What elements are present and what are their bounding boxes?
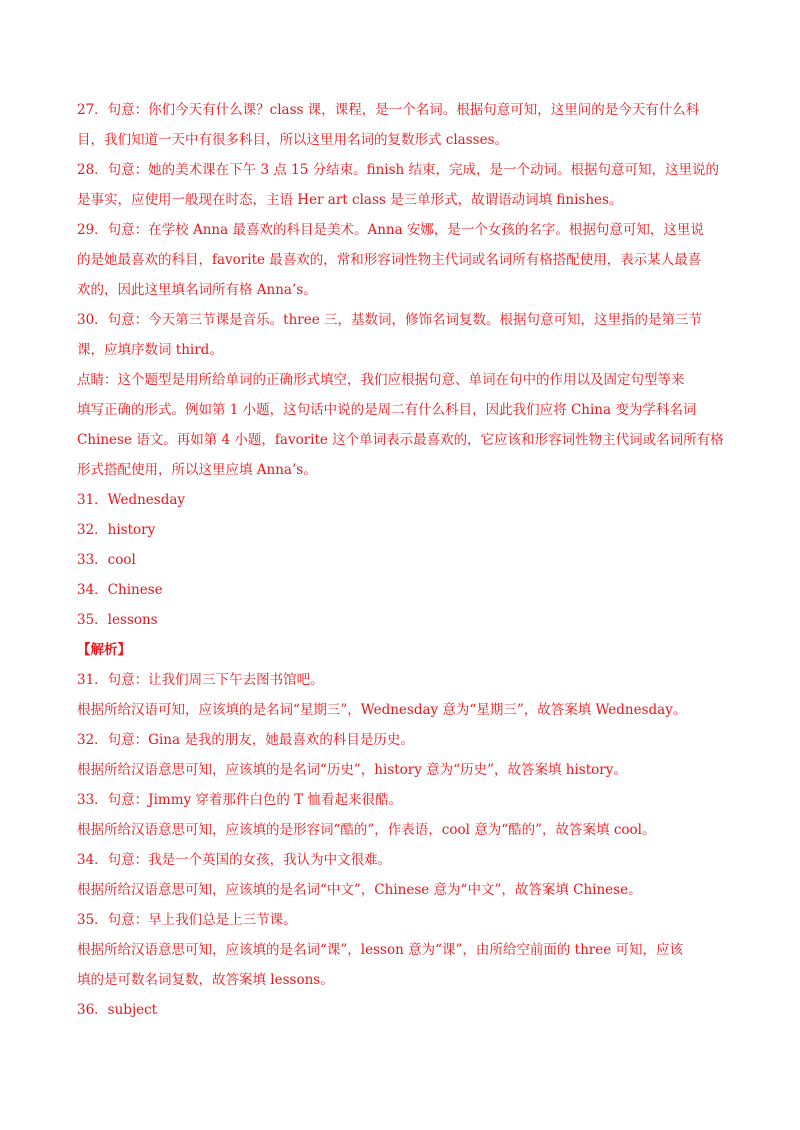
analysis-heading: 【解析】 bbox=[77, 642, 131, 658]
q29-line-1: 29．句意：在学校 Anna 最喜欢的科目是美术。Anna 安娜，是一个女孩的名字。根据句意可知，这里说 bbox=[77, 222, 704, 238]
tip-line-3: Chinese 语文。再如第 4 小题，favorite 这个单词表示最喜欢的，它应该和形容词性物主代词或名词所有格 bbox=[77, 432, 724, 448]
q35-meaning: 35．句意：早上我们总是上三节课。 bbox=[77, 912, 297, 928]
answer-32: 32．history bbox=[77, 522, 156, 538]
q29-line-3: 欢的，因此这里填名词所有格 Anna’s。 bbox=[77, 282, 317, 298]
answer-31: 31．Wednesday bbox=[77, 492, 186, 508]
q34-explanation: 根据所给汉语意思可知，应该填的是名词“中文”，Chinese 意为“中文”，故答案填 Chinese。 bbox=[77, 882, 642, 898]
q32-explanation: 根据所给汉语意思可知，应该填的是名词“历史”，history 意为“历史”，故答案填 history。 bbox=[77, 762, 627, 778]
q31-explanation: 根据所给汉语可知，应该填的是名词“星期三”，Wednesday 意为“星期三”，故答案填 Wednesday。 bbox=[77, 702, 687, 718]
q33-meaning: 33．句意：Jimmy 穿着那件白色的 T 恤看起来很酷。 bbox=[77, 792, 403, 808]
answer-34: 34．Chinese bbox=[77, 582, 163, 598]
q30-line-2: 课，应填序数词 third。 bbox=[77, 342, 223, 358]
answer-explanations bbox=[77, 95, 727, 1025]
answer-35: 35．lessons bbox=[77, 612, 158, 628]
q27-line-2: 目，我们知道一天中有很多科目，所以这里用名词的复数形式 classes。 bbox=[77, 132, 508, 148]
q27-line-1: 27．句意：你们今天有什么课？class 课，课程，是一个名词。根据句意可知，这里问的是今天有什么科 bbox=[77, 102, 700, 118]
answer-33: 33．cool bbox=[77, 552, 136, 568]
q28-line-1: 28．句意：她的美术课在下午 3 点 15 分结束。finish 结束，完成，是一个动词。根据句意可知，这里说的 bbox=[77, 162, 720, 178]
tip-line-2: 填写正确的形式。例如第 1 小题，这句话中说的是周二有什么科目，因此我们应将 China 变为学科名词 bbox=[77, 402, 697, 418]
q33-explanation: 根据所给汉语意思可知，应该填的是形容词“酷的”，作表语，cool 意为“酷的”，故答案填 cool。 bbox=[77, 822, 656, 838]
q31-meaning: 31．句意：让我们周三下午去图书馆吧。 bbox=[77, 672, 324, 688]
q28-line-2: 是事实，应使用一般现在时态，主语 Her art class 是三单形式，故谓语动词填 finishes。 bbox=[77, 192, 623, 208]
tip-line-1: 点睛：这个题型是用所给单词的正确形式填空，我们应根据句意、单词在句中的作用以及固定句型等来 bbox=[77, 372, 685, 388]
q35-explanation-1: 根据所给汉语意思可知，应该填的是名词“课”，lesson 意为“课”，由所给空前面的 three 可知，应该 bbox=[77, 942, 684, 958]
q30-line-1: 30．句意：今天第三节课是音乐。three 三，基数词，修饰名词复数。根据句意可知，这里指的是第三节 bbox=[77, 312, 703, 328]
q34-meaning: 34．句意：我是一个英国的女孩，我认为中文很难。 bbox=[77, 852, 392, 868]
q35-explanation-2: 填的是可数名词复数，故答案填 lessons。 bbox=[77, 972, 334, 988]
q32-meaning: 32．句意：Gina 是我的朋友，她最喜欢的科目是历史。 bbox=[77, 732, 414, 748]
answer-36: 36．subject bbox=[77, 1002, 158, 1018]
q29-line-2: 的是她最喜欢的科目，favorite 最喜欢的，常和形容词性物主代词或名词所有格搭配使用，表示某人最喜 bbox=[77, 252, 702, 268]
tip-line-4: 形式搭配使用，所以这里应填 Anna’s。 bbox=[77, 462, 317, 478]
